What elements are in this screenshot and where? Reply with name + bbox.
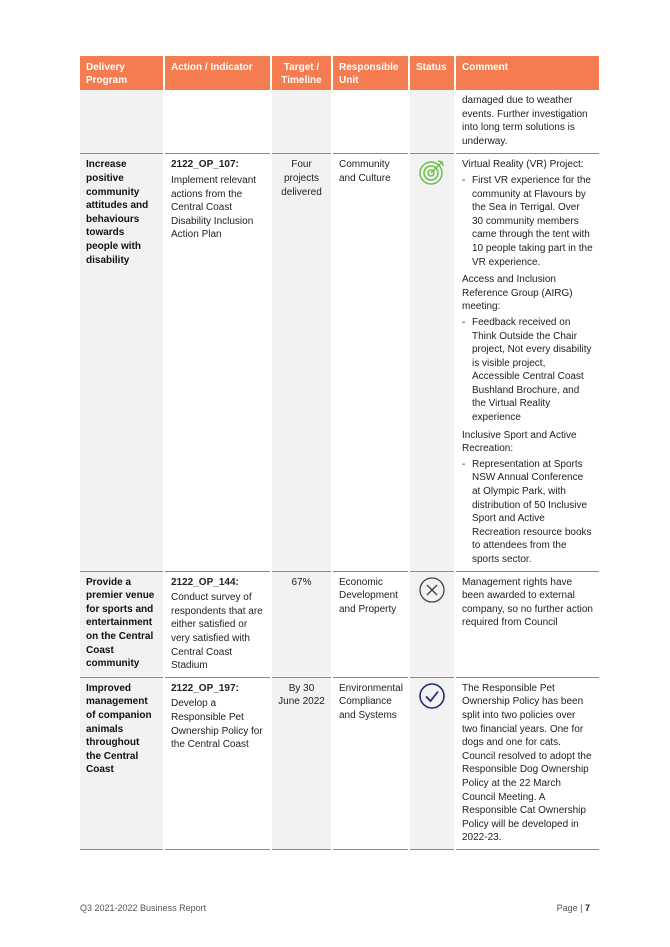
- action-text: Develop a Responsible Pet Ownership Policy for the Central Coast: [171, 698, 263, 751]
- business-report-table: [80, 56, 599, 850]
- footer-page: [557, 903, 590, 913]
- target-icon: [418, 158, 446, 186]
- col-status: Status: [409, 56, 455, 90]
- action-text: Conduct survey of respondents that are either satisfied or very satisfied with Central Coast Stadium: [171, 592, 263, 672]
- unit-cell: Economic Development and Property: [332, 571, 409, 677]
- action-cell: [164, 571, 271, 677]
- table-row: [80, 677, 599, 849]
- action-cell: [164, 154, 271, 571]
- footer-report-title: Q3 2021-2022 Business Report: [80, 903, 207, 913]
- table-row: [80, 571, 599, 677]
- action-text: Implement relevant actions from the Central Coast Disability Inclusion Action Plan: [171, 174, 257, 241]
- target-cell: 67%: [271, 571, 332, 677]
- unit-cell: Environmental Compliance and Systems: [332, 677, 409, 849]
- comment-cell: The Responsible Pet Ownership Policy has been split into two policies over two financial years. One for dogs and one for cats. Council resolved to adopt the Responsible Dog Ownership Policy at the 22 March Council Meeting. A Responsible Cat Ownership Policy will be developed in 2022-23.: [455, 677, 599, 849]
- comment-text: damaged due to weather events. Further investigation into long term solutions is underway.: [462, 95, 588, 147]
- program-cell: Provide a premier venue for sports and entertainment on the Central Coast community: [80, 571, 164, 677]
- cross-circle-icon: [418, 576, 446, 604]
- comment-cell: Management rights have been awarded to external company, so no further action required from Council: [455, 571, 599, 677]
- comment-heading: Inclusive Sport and Active Recreation:: [462, 429, 577, 455]
- col-comment: Comment: [455, 56, 599, 90]
- comment-item: - Feedback received on Think Outside the Chair project, Not every disability is visible project, Accessible Central Coast Bushland Brochure, and the Virtual Reality experience: [462, 316, 593, 425]
- col-delivery-program: Delivery Program: [80, 56, 164, 90]
- target-cell: Four projects delivered: [271, 154, 332, 571]
- status-cell: [409, 677, 455, 849]
- program-cell: Increase positive community attitudes and behaviours towards people with disability: [80, 154, 164, 571]
- page-number: 7: [584, 903, 590, 913]
- target-cell: By 30 June 2022: [271, 677, 332, 849]
- action-code: 2122_OP_144:: [171, 576, 239, 588]
- table-header-row: [80, 56, 599, 90]
- action-cell: [164, 90, 271, 154]
- table-row: [80, 90, 599, 154]
- action-code: 2122_OP_197:: [171, 682, 239, 694]
- col-responsible-unit: Responsible Unit: [332, 56, 409, 90]
- comment-cell: [455, 154, 599, 571]
- action-code: 2122_OP_107:: [171, 159, 239, 171]
- comment-heading: Virtual Reality (VR) Project:: [462, 159, 584, 171]
- comment-heading: Access and Inclusion Reference Group (AIRG) meeting:: [462, 274, 573, 313]
- target-cell: [271, 90, 332, 154]
- status-cell: [409, 90, 455, 154]
- comment-item: - First VR experience for the community at Flavours by the Sea in Terrigal. Over 30 community members came through the tent with 10 people taking part in the VR experience.: [462, 174, 593, 269]
- action-cell: [164, 677, 271, 849]
- status-cell: [409, 154, 455, 571]
- status-cell: [409, 571, 455, 677]
- col-target-timeline: Target / Timeline: [271, 56, 332, 90]
- program-cell: [80, 90, 164, 154]
- table-row: [80, 154, 599, 571]
- comment-cell: [455, 90, 599, 154]
- check-circle-icon: [418, 682, 446, 710]
- unit-cell: [332, 90, 409, 154]
- program-cell: Improved management of companion animals throughout the Central Coast: [80, 677, 164, 849]
- col-action-indicator: Action / Indicator: [164, 56, 271, 90]
- comment-item: - Representation at Sports NSW Annual Conference at Olympic Park, with distribution of 50 Inclusive Sport and Active Recreation resource books to attendees from the sports sector.: [462, 458, 593, 567]
- page-label: Page |: [556, 903, 583, 913]
- unit-cell: Community and Culture: [332, 154, 409, 571]
